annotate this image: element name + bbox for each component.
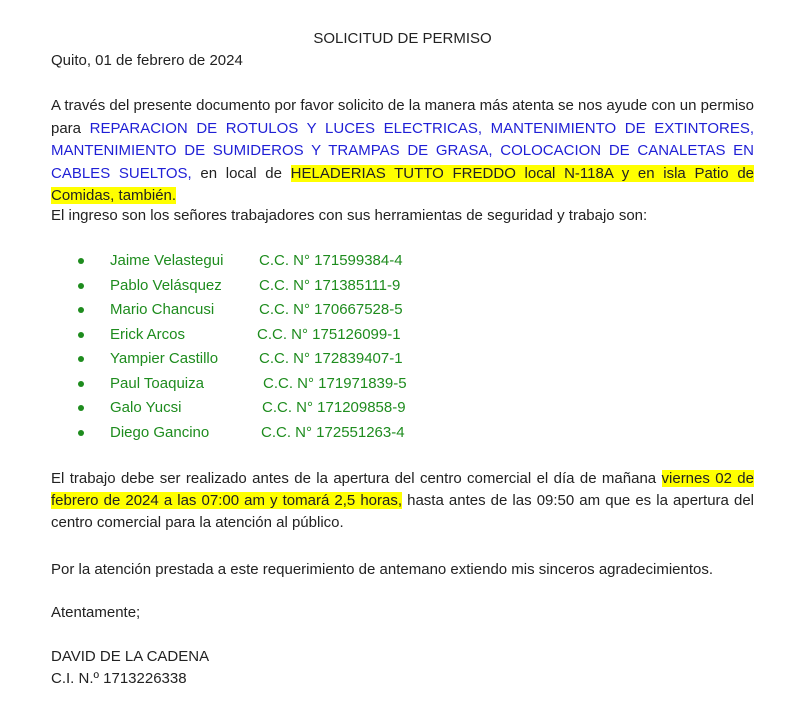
bullet-icon bbox=[78, 307, 84, 313]
workers-intro: El ingreso son los señores trabajadores con sus herramientas de seguridad y trabajo son: bbox=[51, 207, 648, 224]
closing-text: Atentamente; bbox=[51, 604, 141, 621]
request-paragraph bbox=[51, 95, 754, 208]
thanks-paragraph: Por la atención prestada a este requerimiento de antemano extiendo mis sinceros agradecimientos. bbox=[51, 561, 714, 578]
worker-name: Paul Toaquiza bbox=[110, 374, 204, 392]
schedule-rest: hasta antes de las 09:50 am que es la apertura del centro comercial para la atención al público. bbox=[51, 492, 754, 531]
worker-name: Erick Arcos bbox=[110, 325, 186, 343]
local-prefix: en local de bbox=[191, 164, 291, 182]
worker-name: Pablo Velásquez bbox=[110, 276, 222, 294]
worker-name: Diego Gancino bbox=[110, 423, 210, 441]
signature-id: C.I. N.º 1713226338 bbox=[51, 670, 187, 687]
request-intro: A través del presente documento por favor solicito de la manera más atenta se nos ayude con un permiso para bbox=[51, 97, 754, 137]
document-title: SOLICITUD DE PERMISO bbox=[313, 30, 492, 47]
bullet-icon bbox=[78, 405, 84, 411]
signature-name: DAVID DE LA CADENA bbox=[51, 648, 210, 665]
bullet-icon bbox=[78, 381, 84, 387]
worker-id: C.C. N° 172551263-4 bbox=[261, 423, 405, 441]
worker-name: Mario Chancusi bbox=[110, 301, 215, 318]
local-highlight: HELADERIAS TUTTO FREDDO local N-118A y en isla Patio de Comidas, también. bbox=[51, 164, 755, 204]
worker-id: C.C. N° 172839407-1 bbox=[259, 350, 403, 367]
worker-name: Galo Yucsi bbox=[110, 399, 182, 416]
requested-works: REPARACION DE ROTULOS Y LUCES ELECTRICAS, MANTENIMIENTO DE EXTINTORES, MANTENIMIENTO DE SUMIDEROS Y TRAMPAS DE GRASA, COLOCACION DE CANALETAS EN CABLES SUELTOS, bbox=[51, 119, 755, 182]
document-date: Quito, 01 de febrero de 2024 bbox=[51, 52, 243, 69]
schedule-paragraph bbox=[51, 468, 754, 534]
worker-id: C.C. N° 171385111-9 bbox=[259, 276, 401, 294]
bullet-icon bbox=[78, 430, 84, 436]
worker-id: C.C. N° 171971839-5 bbox=[263, 374, 407, 392]
bullet-icon bbox=[78, 283, 84, 289]
worker-name: Yampier Castillo bbox=[110, 350, 219, 367]
worker-id: C.C. N° 171599384-4 bbox=[259, 252, 403, 269]
worker-id: C.C. N° 175126099-1 bbox=[257, 325, 401, 343]
bullet-icon bbox=[78, 258, 84, 264]
schedule-intro: El trabajo debe ser realizado antes de la apertura del centro comercial el día de mañana bbox=[51, 470, 662, 487]
bullet-icon bbox=[78, 356, 84, 362]
bullet-icon bbox=[78, 332, 84, 338]
worker-name: Jaime Velastegui bbox=[110, 252, 224, 269]
schedule-highlight: viernes 02 de febrero de 2024 a las 07:00 am y tomará 2,5 horas, bbox=[51, 470, 754, 509]
worker-id: C.C. N° 171209858-9 bbox=[262, 399, 406, 416]
worker-id: C.C. N° 170667528-5 bbox=[259, 301, 403, 318]
